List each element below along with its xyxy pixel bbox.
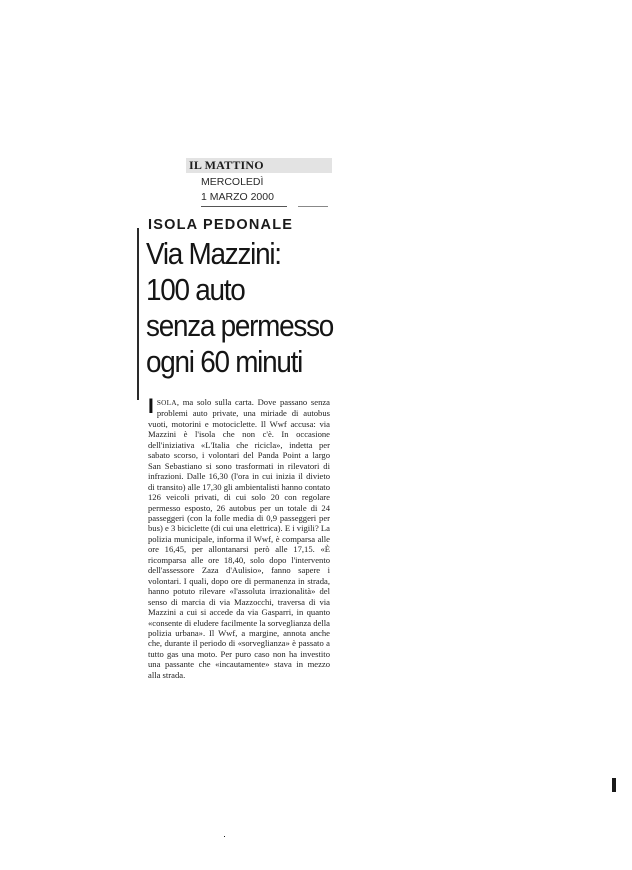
date-underline-short — [298, 206, 328, 207]
date-underline — [201, 206, 287, 207]
newspaper-name: IL MATTINO — [189, 158, 264, 172]
article-kicker: ISOLA PEDONALE — [148, 217, 294, 233]
article-body-text: , ma solo sulla carta. Dove passano senza problemi auto private, una miriade di autobus vuoti, motorini e motociclette. Il Wwf accusa: via Mazzini è l'isola che non c'è. In occasione dell'iniziativa «L'Italia che ricicla», indetta per sabato scorso, i volontari del Panda Point a largo San Sebastiano si sono trasformati in rilevatori di infrazioni. Dalle 16,30 (l'ora in cui inizia il divieto di transito) alle 17,30 gli ambientalisti hanno contato 126 veicoli privati, di cui solo 20 con regolare permesso esposto, 26 autobus per un totale di 24 passeggeri (con la folle media di 0,9 passeggeri per bus) e 3 biciclette (di cui una elettrica). E i vigili? La polizia municipale, informa il Wwf, è comparsa alle ore 16,45, per allontanarsi però alle 17,15. «È ricomparsa alle ore 18,40, solo dopo l'intervento dell'assessore Zaza d'Aulisio», fanno sapere i volontari. I quali, dopo ore di permanenza in strada, hanno potuto rilevare «l'assoluta irrazionalità» del senso di marcia di via Mazzocchi, traversa di via Mazzini a cui si accede da via Gasparri, in quanto «consente di eludere facilmente la sorveglianza della polizia urbana». Il Wwf, a margine, annota anche che, durante il periodo di «sorveglianza» è passato a tutto gas una moto. Per puro caso non ha investito una passante che «incautamente» stava in mezzo alla strada. — [148, 397, 330, 680]
drop-cap-continuation: SOLA — [156, 399, 177, 407]
publication-day: MERCOLEDÌ — [201, 176, 264, 188]
drop-cap: I — [148, 395, 154, 418]
scan-mark — [612, 778, 616, 792]
headline-line: Via Mazzini: — [146, 236, 281, 271]
headline-line: 100 auto — [146, 272, 245, 307]
column-divider — [137, 228, 139, 400]
article-headline — [146, 236, 335, 380]
headline-line: ogni 60 minuti — [146, 344, 303, 379]
headline-line: senza permesso — [146, 308, 334, 343]
article-body — [148, 395, 330, 680]
scan-mark — [224, 836, 225, 837]
publication-date: 1 MARZO 2000 — [201, 191, 274, 203]
